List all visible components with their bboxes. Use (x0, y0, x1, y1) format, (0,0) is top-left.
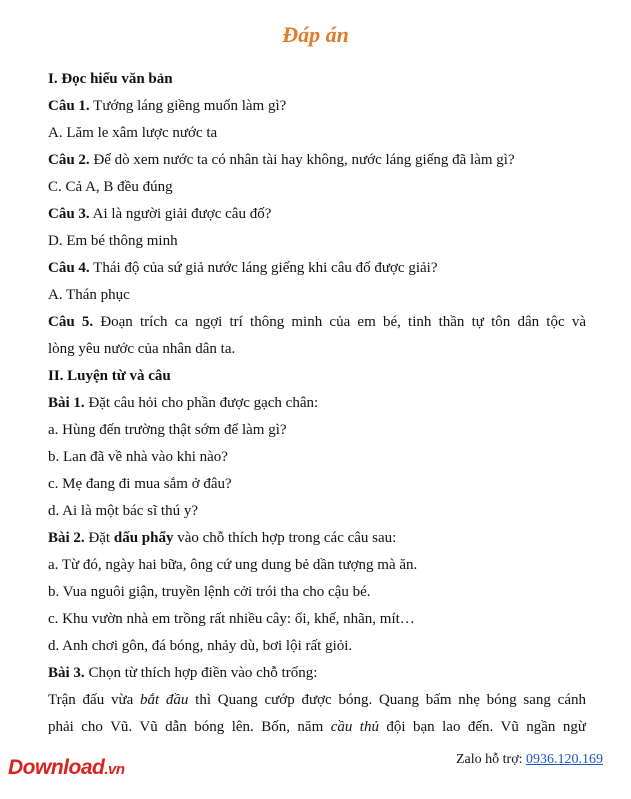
exercise-2 (48, 525, 586, 552)
paragraph-line (48, 687, 586, 714)
question-text: Ai là người giải được câu đố? (89, 206, 272, 222)
download-logo[interactable] (8, 756, 125, 780)
list-item: b. Vua nguôi giận, truyền lệnh cởi trói tha cho cậu bé. (48, 584, 371, 600)
question-2 (48, 147, 586, 174)
exercise-text: Đặt (84, 530, 114, 546)
list-item: a. Hùng đến trường thật sớm để làm gì? (48, 422, 287, 438)
page-title: Đáp án (282, 22, 349, 47)
question-text: Thái độ của sứ giả nước láng giếng khi câu đố được giải? (89, 260, 438, 276)
zalo-phone-link[interactable]: 0936.120.169 (526, 752, 603, 767)
answer-2: C. Cả A, B đều đúng (48, 179, 173, 195)
zalo-label: Zalo hỗ trợ: (456, 752, 526, 767)
answer-4: A. Thán phục (48, 287, 130, 303)
question-label: Câu 1. (48, 98, 90, 114)
question-label: Câu 2. (48, 152, 90, 168)
exercise-text: Chọn từ thích hợp điền vào chỗ trống: (84, 665, 318, 681)
section-heading: II. Luyện từ và câu (48, 368, 171, 384)
question-3 (48, 201, 586, 228)
answer-3: D. Em bé thông minh (48, 233, 178, 249)
question-text: Tướng láng giềng muốn làm gì? (89, 98, 287, 114)
list-item: d. Anh chơi gôn, đá bóng, nhảy dù, bơi lội rất giỏi. (48, 638, 353, 654)
question-5-continuation: lòng yêu nước của nhân dân ta. (48, 341, 236, 357)
exercise-text: vào chỗ thích hợp trong các câu sau: (173, 530, 397, 546)
exercise-3 (48, 660, 586, 687)
exercise-label: Bài 2. (48, 530, 85, 546)
paragraph-text: phải cho Vũ. Vũ dẫn bóng lên. Bốn, năm (48, 719, 331, 735)
logo-suffix: .vn (104, 761, 125, 778)
list-item: c. Mẹ đang đi mua sắm ở đâu? (48, 476, 232, 492)
answer-1: A. Lăm le xâm lược nước ta (48, 125, 218, 141)
emphasis-text: dấu phẩy (113, 530, 174, 546)
question-text: Đoạn trích ca ngợi trí thông minh của em bé, tinh thần tự tôn dân tộc và (93, 314, 586, 330)
list-item: d. Ai là một bác sĩ thú y? (48, 503, 198, 519)
exercise-label: Bài 3. (48, 665, 85, 681)
exercise-label: Bài 1. (48, 395, 85, 411)
exercise-text: Đặt câu hỏi cho phần được gạch chân: (84, 395, 319, 411)
logo-main: Download (8, 756, 105, 779)
question-label: Câu 4. (48, 260, 90, 276)
question-label: Câu 5. (48, 314, 94, 330)
paragraph-text: thì Quang cướp được bóng. Quang bấm nhẹ bóng sang cánh (188, 692, 586, 708)
list-item: b. Lan đã về nhà vào khi nào? (48, 449, 228, 465)
filled-word: cầu thủ (330, 719, 379, 735)
section-heading: I. Đọc hiểu văn bản (48, 71, 173, 87)
question-5 (48, 309, 586, 336)
paragraph-text: đội bạn lao đến. Vũ ngần ngừ (378, 719, 586, 735)
question-label: Câu 3. (48, 206, 90, 222)
question-text: Để dò xem nước ta có nhân tài hay không, nước láng giếng đã làm gì? (89, 152, 515, 168)
paragraph-text: Trận đấu vừa (48, 692, 140, 708)
exercise-1 (48, 390, 586, 417)
question-1 (48, 93, 586, 120)
paragraph-line (48, 714, 586, 741)
filled-word: bắt đầu (140, 692, 189, 708)
answer-content (48, 66, 586, 741)
question-4 (48, 255, 586, 282)
list-item: a. Từ đó, ngày hai bữa, ông cứ ung dung bẻ dần tượng mà ăn. (48, 557, 418, 573)
zalo-support (456, 752, 603, 768)
list-item: c. Khu vườn nhà em trồng rất nhiều cây: ổi, khế, nhãn, mít… (48, 611, 415, 627)
